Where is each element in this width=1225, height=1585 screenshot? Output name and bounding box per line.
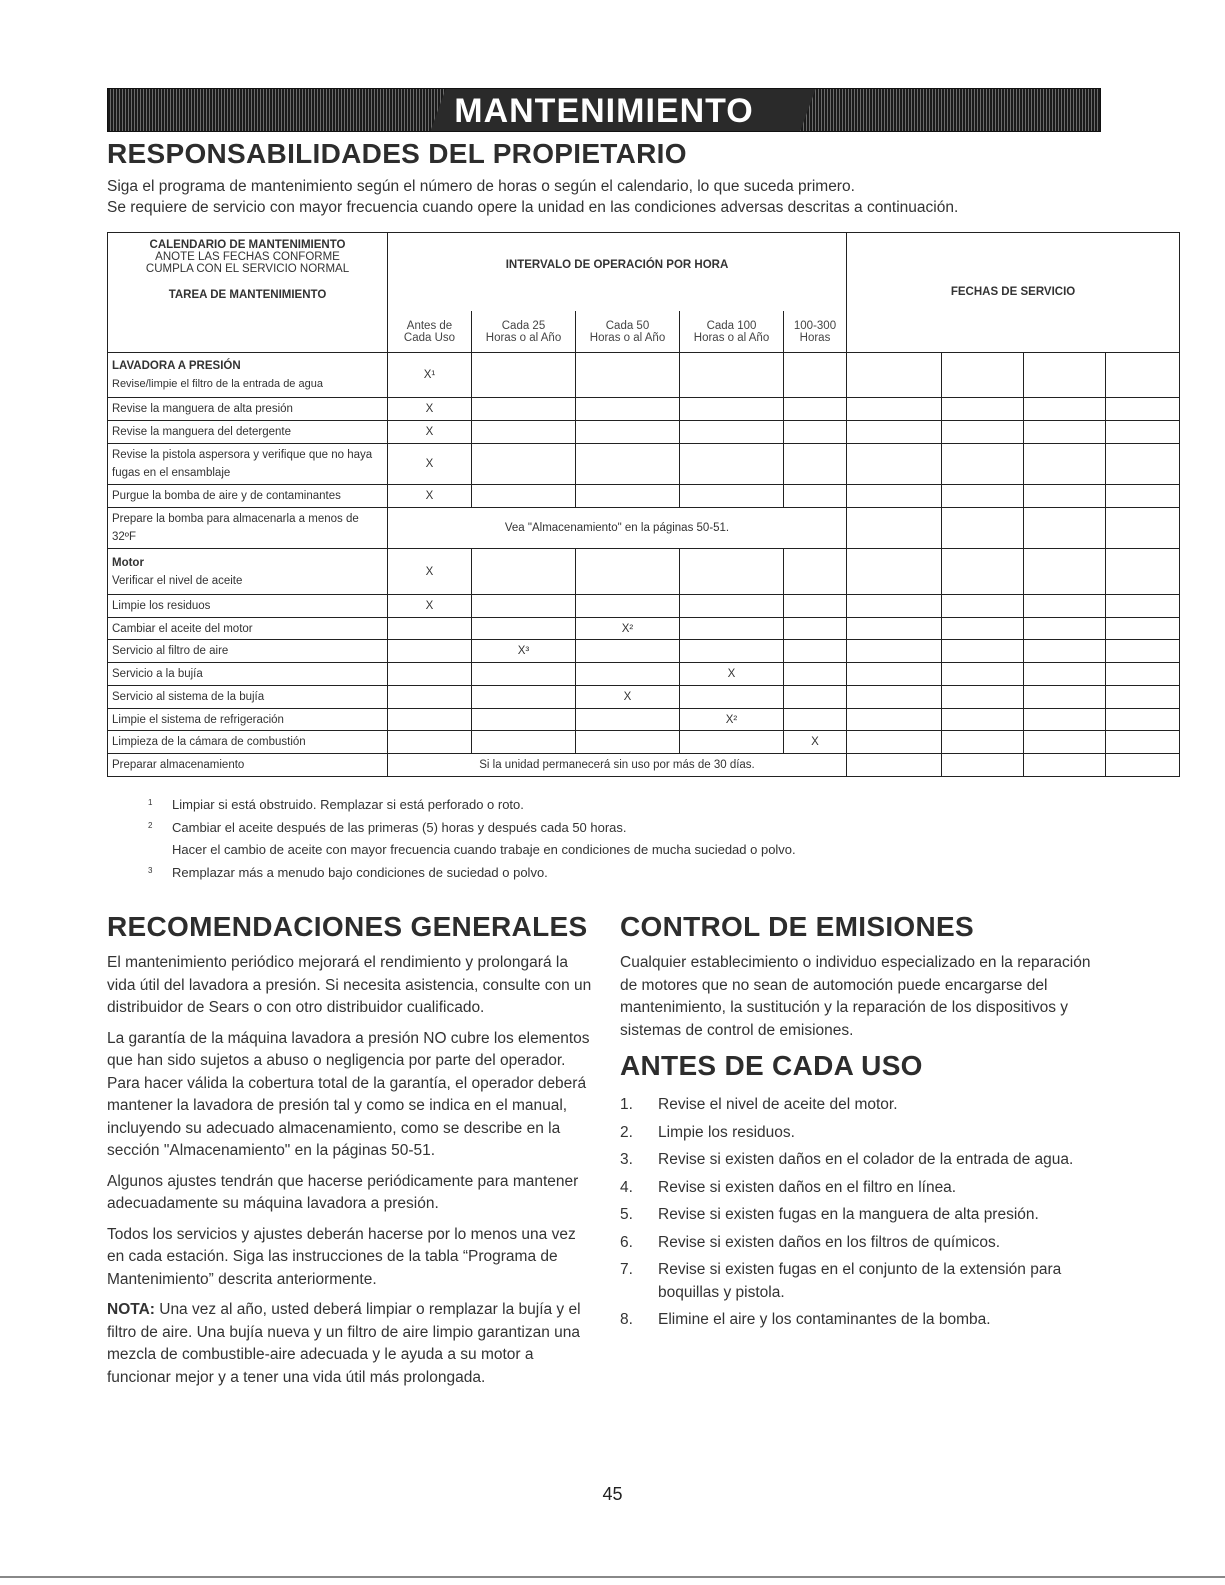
table-footnotes	[148, 794, 796, 884]
table-row: Revise la manguera de alta presión X	[108, 398, 1180, 421]
col-header-50h: Cada 50 Horas o al Año	[576, 311, 680, 352]
task-title: TAREA DE MANTENIMIENTO	[168, 289, 327, 301]
general-body	[107, 952, 592, 1397]
table-row: LAVADORA A PRESIÓN Revise/limpie el filtro de la entrada de agua X¹	[108, 352, 1180, 398]
calendar-subtitle-1: ANOTE LAS FECHAS CONFORME	[155, 251, 340, 263]
before-use-heading: ANTES DE CADA USO	[620, 1050, 923, 1081]
emissions-body	[620, 952, 1105, 1050]
table-row: Purgue la bomba de aire y de contaminantes X	[108, 485, 1180, 508]
list-item: 4. Revise si existen daños en el filtro en línea.	[620, 1178, 957, 1196]
interval-title: INTERVALO DE OPERACIÓN POR HORA	[388, 233, 847, 312]
page-number: 45	[602, 1484, 623, 1504]
service-dates-title: FECHAS DE SERVICIO	[847, 233, 1180, 353]
col-header-100h: Cada 100 Horas o al Año	[680, 311, 784, 352]
calendar-header-cell	[108, 233, 388, 353]
table-row: Revise la manguera del detergente X	[108, 421, 1180, 444]
general-note: NOTA: Una vez al año, usted deberá limpiar o remplazar la bujía y el filtro de aire. Una bujía nueva y un filtro de aire limpio garantizan una mezcla de combustible-aire adecuada y le ayuda a su motor a funcionar mejor y a tener una vida útil más prolongada.	[107, 1301, 581, 1386]
motor-heading: Motor	[112, 556, 144, 569]
footnote-1: 1 Limpiar si está obstruido. Remplazar si está perforado o roto.	[148, 797, 524, 812]
table-row: Servicio a la bujía X	[108, 663, 1180, 686]
footnote-2: 2 Cambiar el aceite después de las primeras (5) horas y después cada 50 horas.	[148, 819, 627, 835]
table-row: Limpie el sistema de refrigeración X²	[108, 708, 1180, 731]
header-row-1	[108, 233, 1180, 312]
page-bottom-rule	[0, 1576, 1225, 1578]
general-paragraph: La garantía de la máquina lavadora a presión NO cubre los elementos que han sido sujetos a abuso o negligencia por parte del operador. Para hacer válida la cobertura total de la garantía, el operador deberá mantener la lavadora de presión tal y como se indica en el manual, incluyendo su adecuado almacenamiento, como se describe en la sección "Almacenamiento" en la páginas 50-51.	[107, 1029, 590, 1159]
table-row: Limpie los residuos X	[108, 594, 1180, 617]
owner-intro-line1: Siga el programa de mantenimiento según el número de horas o según el calendario, lo que suceda primero.	[107, 178, 855, 195]
general-paragraph: Todos los servicios y ajustes deberán hacerse por lo menos una vez en cada estación. Siga las instrucciones de la tabla “Programa de Mantenimiento” descrita anteriormente.	[107, 1225, 576, 1288]
calendar-subtitle-2: CUMPLA CON EL SERVICIO NORMAL	[145, 263, 350, 275]
emissions-heading: CONTROL DE EMISIONES	[620, 911, 974, 942]
general-paragraph: El mantenimiento periódico mejorará el rendimiento y prolongará la vida útil del lavadora a presión. Si necesita asistencia, consulte con un distribuidor de Sears o con otro distribuidor cualificado.	[107, 954, 592, 1016]
general-paragraph: Algunos ajustes tendrán que hacerse periódicamente para mantener adecuadamente su máquina lavadora a presión.	[107, 1172, 579, 1212]
owner-intro-line2: Se requiere de servicio con mayor frecuencia cuando opere la unidad en las condiciones adversas descritas a continuación.	[107, 199, 959, 216]
storage-note: Vea "Almacenamiento" en la páginas 50-51.	[388, 508, 847, 549]
table-row: Servicio al filtro de aire X³	[108, 640, 1180, 663]
footnote-3: 3 Remplazar más a menudo bajo condiciones de suciedad o polvo.	[148, 864, 548, 880]
before-use-steps	[620, 1094, 1110, 1337]
table-row: Servicio al sistema de la bujía X	[108, 685, 1180, 708]
list-item: 1. Revise el nivel de aceite del motor.	[620, 1096, 898, 1113]
col-header-100-300h: 100-300 Horas	[784, 311, 847, 352]
emissions-paragraph: Cualquier establecimiento o individuo especializado en la reparación de motores que no sean de automoción puede encargarse del mantenimiento, la sustitución y la reparación de los dispositivos y sistemas de control de emisiones.	[620, 954, 1091, 1039]
list-item: 2. Limpie los residuos.	[620, 1123, 795, 1141]
table-row: Revise la pistola aspersora y verifique que no haya fugas en el ensamblaje X	[108, 443, 1180, 484]
table-row: Limpieza de la cámara de combustión X	[108, 731, 1180, 754]
washer-heading: LAVADORA A PRESIÓN	[112, 360, 241, 373]
table-row: Prepare la bomba para almacenarla a menos de 32ºF Vea "Almacenamiento" en la páginas 50-51.	[108, 508, 1180, 549]
list-item: 3. Revise si existen daños en el colador de la entrada de agua.	[620, 1151, 1074, 1168]
list-item: 5. Revise si existen fugas en la manguera de alta presión.	[620, 1206, 1039, 1223]
list-item: 8. Elimine el aire y los contaminantes de la bomba.	[620, 1311, 991, 1328]
calendar-title: CALENDARIO DE MANTENIMIENTO	[149, 239, 346, 251]
table-row: Preparar almacenamiento Si la unidad permanecerá sin uso por más de 30 días.	[108, 754, 1180, 777]
table-row: Motor Verificar el nivel de aceite X	[108, 549, 1180, 595]
storage-30-days-note: Si la unidad permanecerá sin uso por más de 30 días.	[388, 754, 847, 777]
maintenance-schedule-table	[107, 232, 1180, 777]
note-label: NOTA:	[107, 1301, 155, 1318]
footnote-2-continued: Hacer el cambio de aceite con mayor frecuencia cuando trabaje en condiciones de mucha suciedad o polvo.	[172, 842, 796, 857]
owner-heading: RESPONSABILIDADES DEL PROPIETARIO	[107, 138, 687, 169]
col-header-before-use: Antes de Cada Uso	[388, 311, 472, 352]
col-header-25h: Cada 25 Horas o al Año	[472, 311, 576, 352]
banner-title: MANTENIMIENTO	[454, 92, 754, 130]
section-banner	[107, 88, 1101, 132]
task-cell: LAVADORA A PRESIÓN Revise/limpie el filtro de la entrada de agua	[108, 352, 388, 398]
table-row: Cambiar el aceite del motor X²	[108, 617, 1180, 640]
list-item: 6. Revise si existen daños en los filtros de químicos.	[620, 1233, 1001, 1251]
owner-intro	[107, 176, 958, 218]
list-item: 7. Revise si existen fugas en el conjunto de la extensión para boquillas y pistola.	[620, 1261, 1062, 1301]
general-heading: RECOMENDACIONES GENERALES	[107, 911, 588, 942]
